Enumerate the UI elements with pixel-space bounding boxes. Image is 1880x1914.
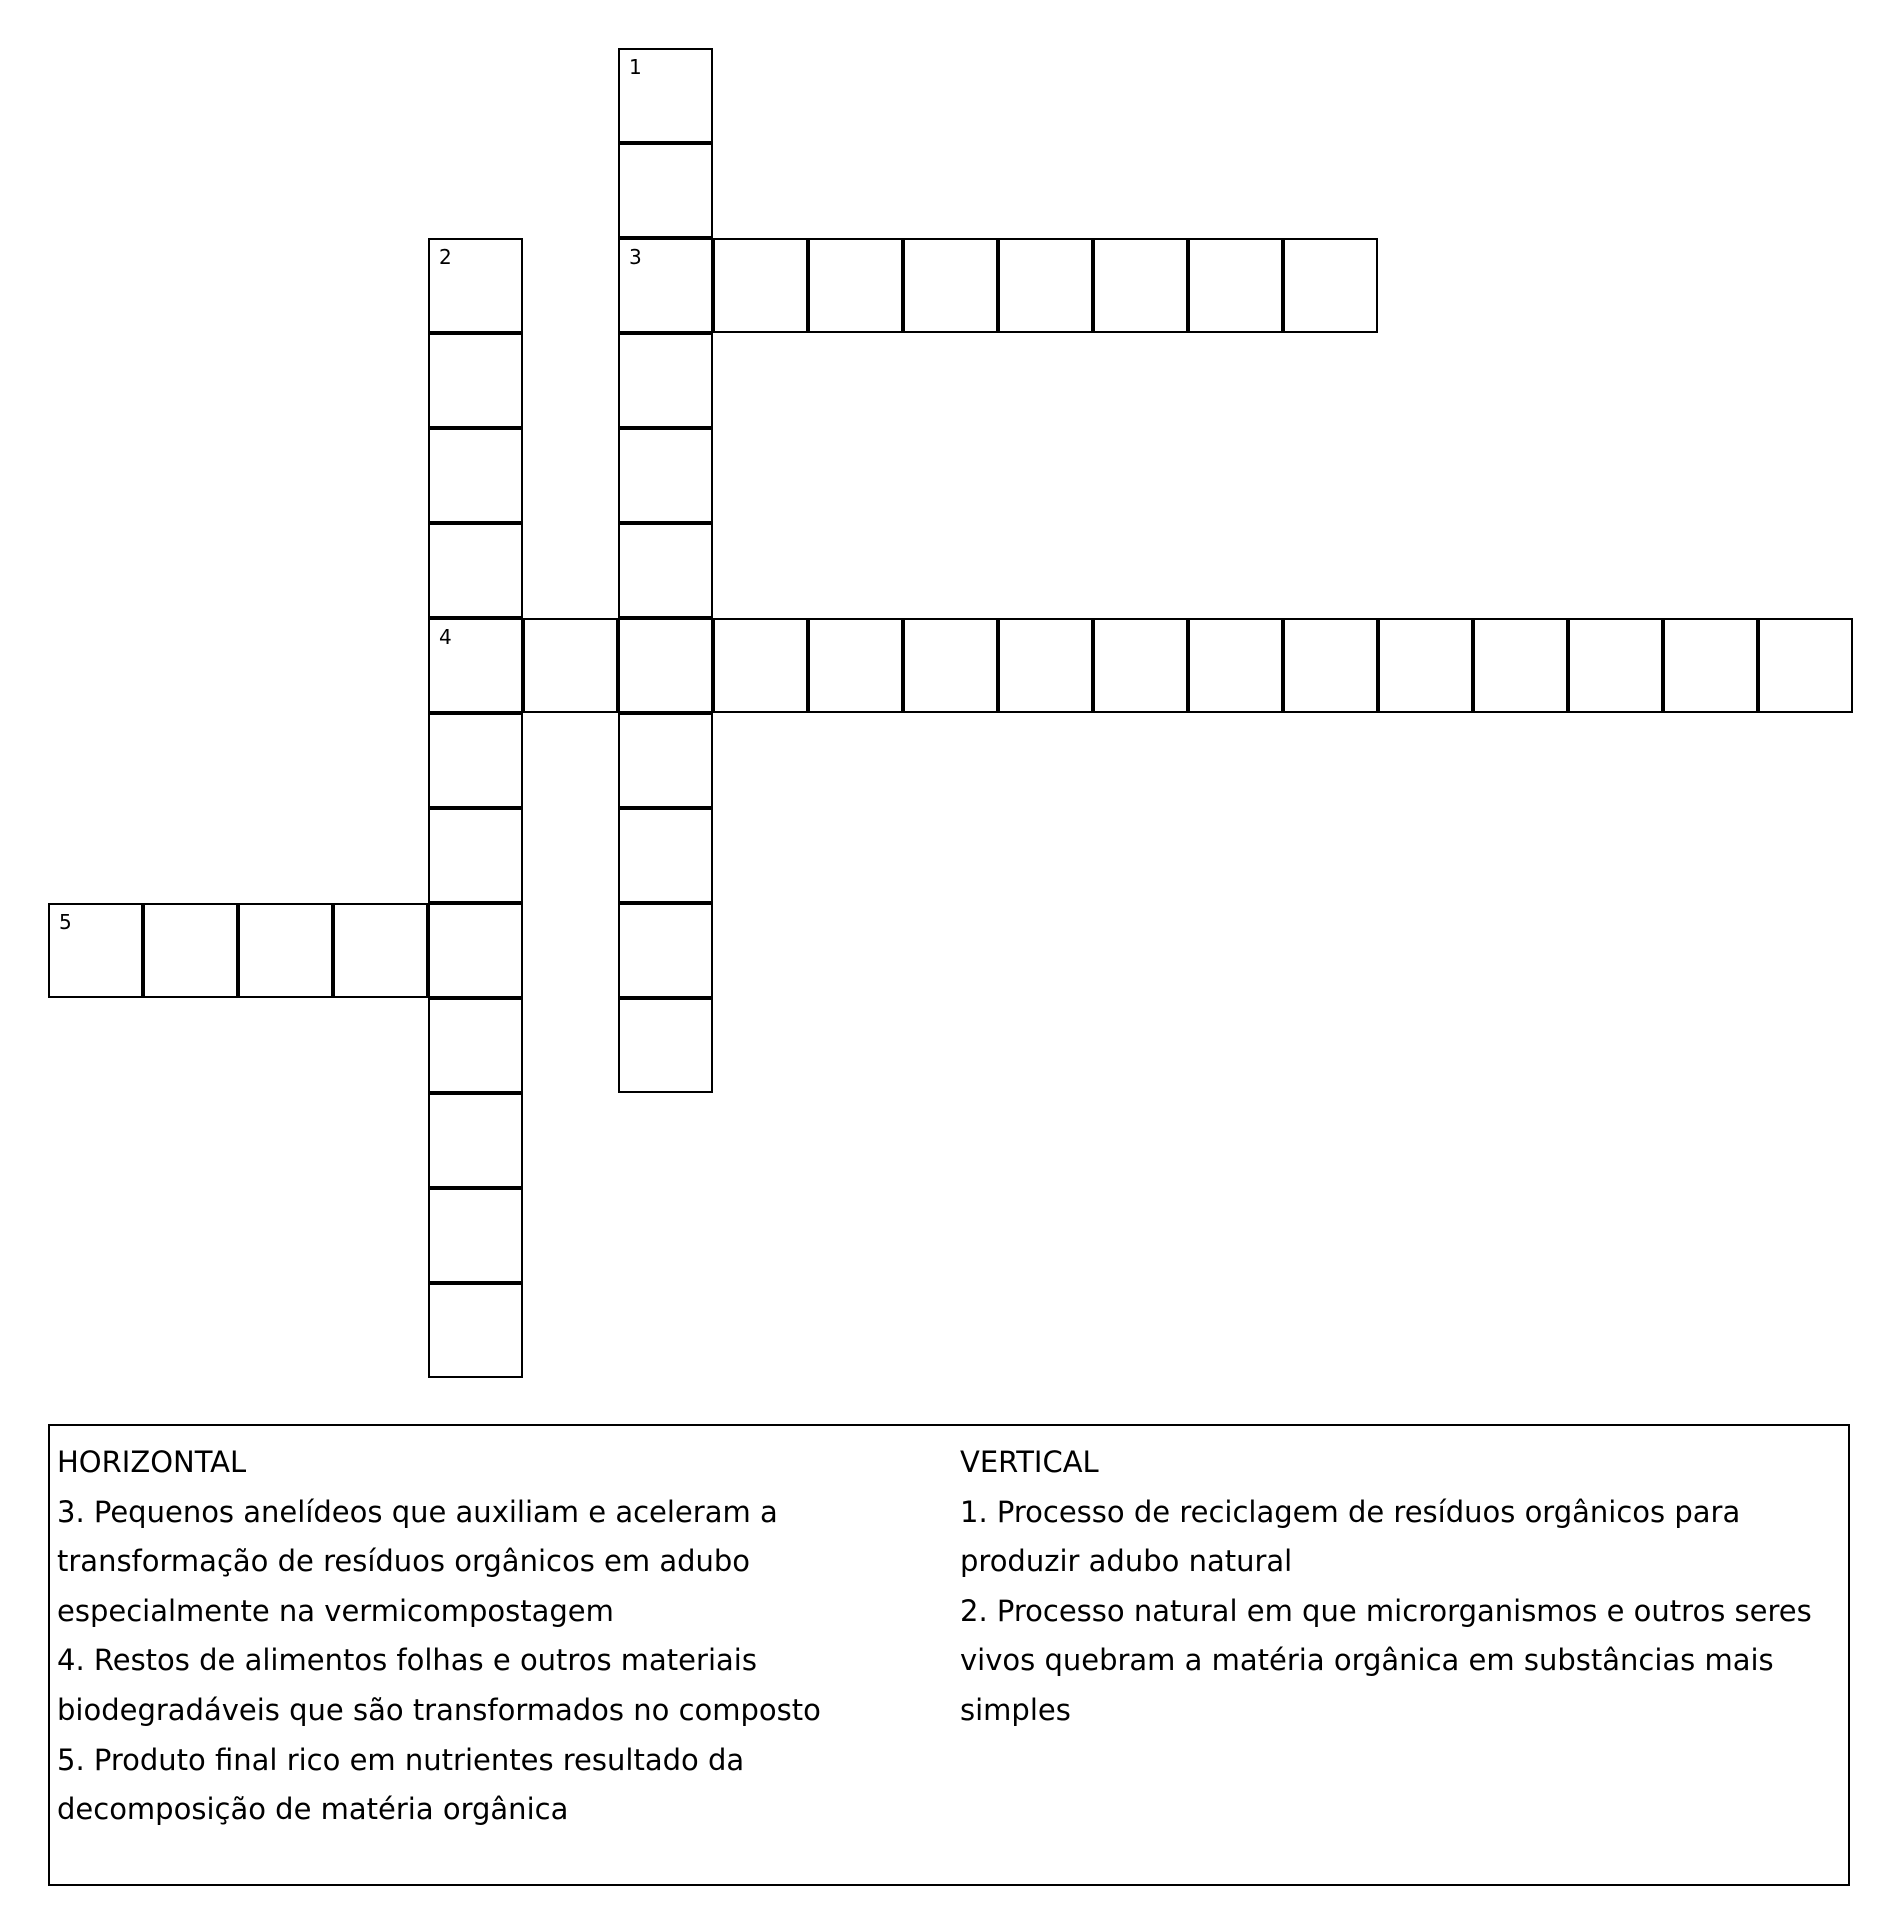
crossword-cell[interactable]: [618, 48, 713, 143]
crossword-cell[interactable]: [1093, 618, 1188, 713]
crossword-cell[interactable]: [428, 1283, 523, 1378]
crossword-cell[interactable]: [428, 1093, 523, 1188]
crossword-cell[interactable]: [618, 143, 713, 238]
crossword-cell[interactable]: [333, 903, 428, 998]
crossword-cell[interactable]: [48, 903, 143, 998]
crossword-cell[interactable]: [1378, 618, 1473, 713]
crossword-cell[interactable]: [713, 238, 808, 333]
clue-number: 1: [629, 55, 642, 79]
clue-number: 4: [439, 625, 452, 649]
crossword-cell[interactable]: [618, 333, 713, 428]
crossword-cell[interactable]: [1283, 238, 1378, 333]
crossword-cell[interactable]: [808, 238, 903, 333]
crossword-cell[interactable]: [428, 1188, 523, 1283]
crossword-cell[interactable]: [1663, 618, 1758, 713]
crossword-cell[interactable]: [618, 618, 713, 713]
crossword-cell[interactable]: [428, 428, 523, 523]
crossword-cell[interactable]: [713, 618, 808, 713]
crossword-cell[interactable]: [143, 903, 238, 998]
crossword-cell[interactable]: [1188, 618, 1283, 713]
crossword-cell[interactable]: [903, 238, 998, 333]
crossword-cell[interactable]: [428, 998, 523, 1093]
crossword-cell[interactable]: [428, 713, 523, 808]
clue-number: 5: [59, 910, 72, 934]
crossword-cell[interactable]: [618, 238, 713, 333]
crossword-cell[interactable]: [998, 238, 1093, 333]
crossword-cell[interactable]: [428, 618, 523, 713]
crossword-cell[interactable]: [618, 808, 713, 903]
crossword-cell[interactable]: [1283, 618, 1378, 713]
crossword-cell[interactable]: [618, 998, 713, 1093]
crossword-cell[interactable]: [618, 903, 713, 998]
clue-vertical-1: 1. Processo de reciclagem de resíduos orgânicos para produzir adubo natural: [960, 1494, 1741, 1579]
vertical-heading: VERTICAL: [960, 1445, 1099, 1479]
clue-number: 2: [439, 245, 452, 269]
clue-horizontal-4: 4. Restos de alimentos folhas e outros materiais biodegradáveis que são transformados no composto: [57, 1643, 821, 1727]
crossword-cell[interactable]: [998, 618, 1093, 713]
crossword-cell[interactable]: [428, 333, 523, 428]
crossword-cell[interactable]: [618, 713, 713, 808]
crossword-cell[interactable]: [1758, 618, 1853, 713]
horizontal-heading: HORIZONTAL: [57, 1445, 247, 1479]
crossword-cell[interactable]: [1568, 618, 1663, 713]
crossword-cell[interactable]: [428, 523, 523, 618]
vertical-clues-column: [960, 1438, 1840, 1736]
crossword-cell[interactable]: [618, 428, 713, 523]
clue-vertical-2: 2. Processo natural em que microrganismos e outros seres vivos quebram a matéria orgânica em substâncias mais simples: [960, 1593, 1812, 1727]
crossword-cell[interactable]: [523, 618, 618, 713]
clue-horizontal-5: 5. Produto final rico em nutrientes resultado da decomposição de matéria orgânica: [57, 1742, 745, 1827]
crossword-cell[interactable]: [1188, 238, 1283, 333]
crossword-cell[interactable]: [808, 618, 903, 713]
crossword-cell[interactable]: [238, 903, 333, 998]
clue-horizontal-3: 3. Pequenos anelídeos que auxiliam e aceleram a transformação de resíduos orgânicos em adubo especialmente na vermicompostagem: [57, 1494, 778, 1628]
crossword-cell[interactable]: [903, 618, 998, 713]
clues-box: [48, 1424, 1850, 1886]
crossword-cell[interactable]: [618, 523, 713, 618]
crossword-cell[interactable]: [1473, 618, 1568, 713]
horizontal-clues-column: [57, 1438, 947, 1835]
crossword-cell[interactable]: [428, 238, 523, 333]
clue-number: 3: [629, 245, 642, 269]
crossword-cell[interactable]: [428, 808, 523, 903]
crossword-cell[interactable]: [1093, 238, 1188, 333]
crossword-cell[interactable]: [428, 903, 523, 998]
